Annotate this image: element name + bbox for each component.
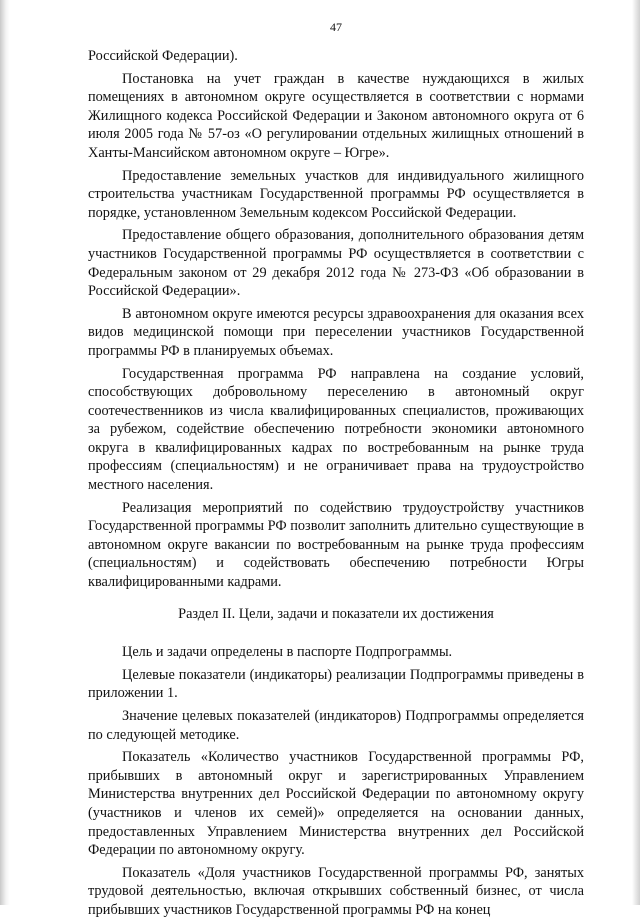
paragraph-methodology: Значение целевых показателей (индикаторов) Подпрограммы определяется по следующей методике.	[88, 708, 584, 743]
scan-edge-left	[0, 0, 10, 905]
paragraph-indicators: Целевые показатели (индикаторы) реализации Подпрограммы приведены в приложении 1.	[88, 666, 584, 702]
paragraph-employment-measures: Реализация мероприятий по содействию трудоустройству участников Государственной программы РФ позволит заполнить длительно существующие в автономном округе вакансии по востребованным на рынке труда профессиям (специальностям) и содействовать обеспечению потребности Югры квалифицированными кадрами.	[88, 499, 584, 591]
paragraph-program-aims: Государственная программа РФ направлена на создание условий, способствующих добровольному переселению в автономный округ соотечественников из числа квалифицированных специалистов, проживающих за рубежом, содействие обеспечению потребности экономики автономного округа в квалифицированных кадрах по востребованным на рынке труда профессиям (специальностям) и не ограничивает права на трудоустройство местного населения.	[88, 365, 584, 494]
section-heading: Раздел II. Цели, задачи и показатели их достижения	[178, 605, 494, 622]
paragraph-indicator-employment-share: Показатель «Доля участников Государственной программы РФ, занятых трудовой деятельностью, включая открывших собственный бизнес, от числа прибывших участников Государственной программы РФ на конец	[88, 864, 584, 918]
document-page	[88, 20, 584, 924]
paragraph-healthcare: В автономном округе имеются ресурсы здравоохранения для оказания всех видов медицинской помощи при переселении участников Государственной программы РФ в планируемых объемах.	[88, 305, 584, 359]
paragraph-continuation: Российской Федерации).	[88, 48, 238, 64]
paragraph-land-plots: Предоставление земельных участков для индивидуального жилищного строительства участникам Государственной программы РФ осуществляется в порядке, установленном Земельным кодексом Российской Федерации.	[88, 167, 584, 221]
page-number: 47	[330, 20, 342, 34]
scan-edge-right	[632, 0, 640, 905]
paragraph-education: Предоставление общего образования, дополнительного образования детям участников Государственной программы РФ осуществляется в соответствии с Федеральным законом от 29 декабря 2012 года № 273-ФЗ «Об образовании в Российской Федерации».	[88, 227, 584, 300]
paragraph-housing-registration: Постановка на учет граждан в качестве нуждающихся в жилых помещениях в автономном округе осуществляется в соответствии с нормами Жилищного кодекса Российской Федерации и Законом автономного округа от 6 июля 2005 года № 57-оз «О регулировании отдельных жилищных отношений в Ханты-Мансийском автономном округе – Югре».	[88, 70, 584, 161]
paragraph-indicator-participants-count: Показатель «Количество участников Государственной программы РФ, прибывших в автономный округ и зарегистрированных Управлением Министерства внутренних дел Российской Федерации по автономному округу (участников и членов их семей)» определяется на основании данных, предоставленных Управлением Министерства внутренних дел Российской Федерации по автономному округу.	[88, 749, 584, 859]
paragraph-goals: Цель и задачи определены в паспорте Подпрограммы.	[122, 644, 453, 661]
